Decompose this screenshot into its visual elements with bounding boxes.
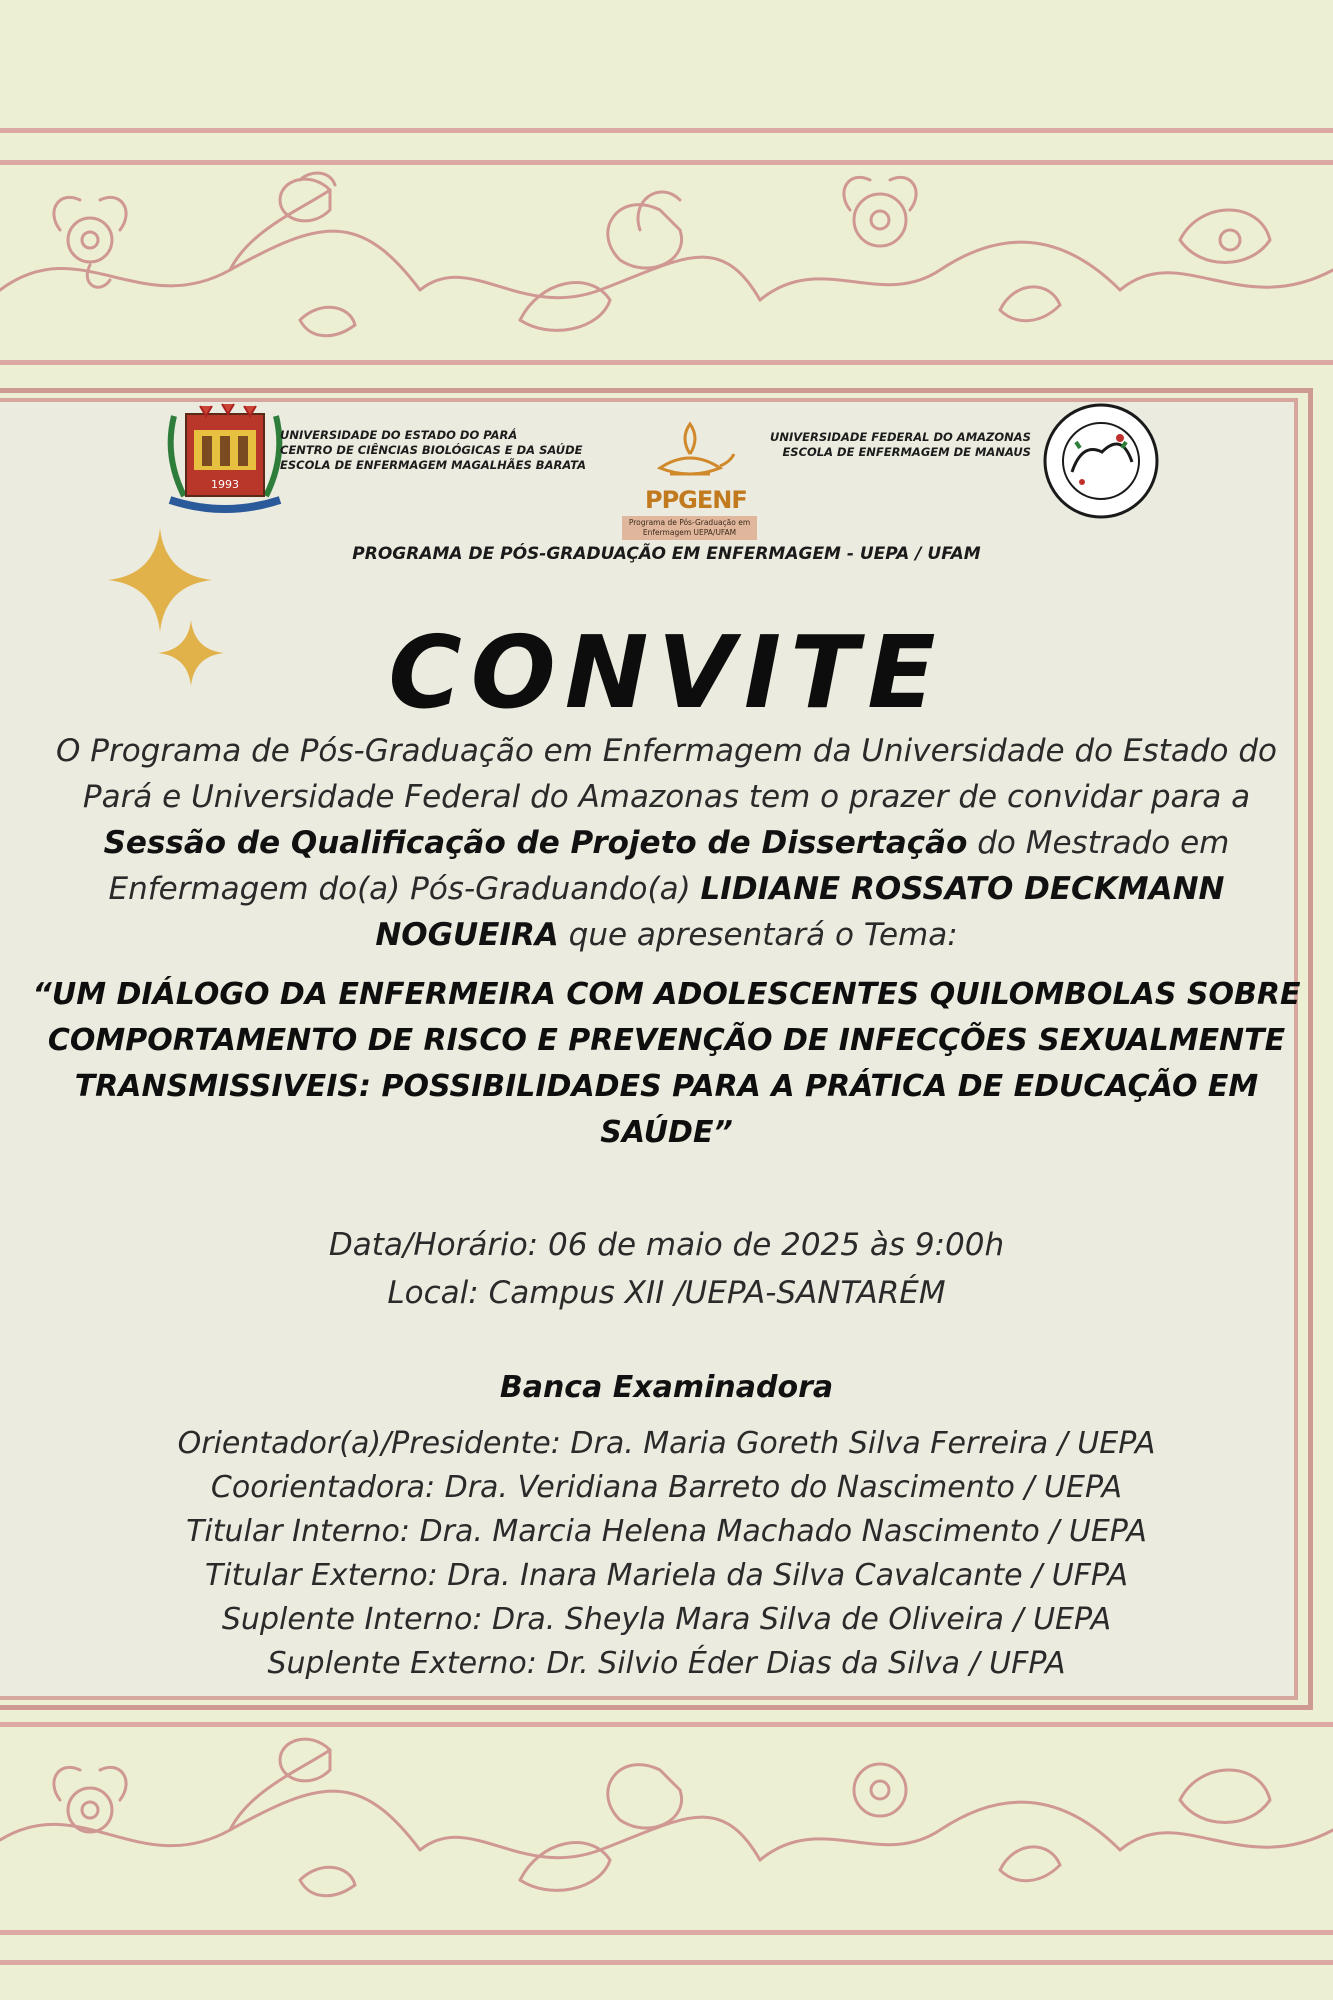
sparkle-icon	[108, 528, 212, 632]
ufam-header-text	[770, 430, 1031, 460]
banca-member: Orientador(a)/Presidente: Dra. Maria Goreth Silva Ferreira / UEPA	[177, 1426, 1156, 1461]
top-border-line	[0, 128, 1333, 133]
ufam-line: UNIVERSIDADE FEDERAL DO AMAZONAS	[770, 430, 1031, 444]
ufam-seal-logo	[1042, 402, 1160, 520]
bottom-border-line	[0, 1960, 1333, 1965]
floral-border-top	[0, 170, 1333, 360]
bottom-border-line	[0, 1722, 1333, 1727]
uepa-line: ESCOLA DE ENFERMAGEM MAGALHÃES BARATA	[280, 458, 586, 472]
ppgenf-logo-text: PPGENF	[645, 486, 747, 514]
ufam-line: ESCOLA DE ENFERMAGEM DE MANAUS	[782, 445, 1031, 459]
banca-member: Titular Externo: Dra. Inara Mariela da Silva Cavalcante / UFPA	[204, 1558, 1129, 1593]
session-name: Sessão de Qualificação de Projeto de Dissertação	[103, 825, 968, 861]
student-name: LIDIANE ROSSATO DECKMANN NOGUEIRA	[375, 871, 1225, 953]
banca-member: Coorientadora: Dra. Veridiana Barreto do Nascimento / UEPA	[210, 1470, 1123, 1505]
banca-member: Titular Interno: Dra. Marcia Helena Machado Nascimento / UEPA	[186, 1514, 1147, 1549]
uepa-line: UNIVERSIDADE DO ESTADO DO PARÁ	[280, 428, 518, 442]
banca-title: Banca Examinadora	[499, 1370, 834, 1405]
banca-member: Suplente Interno: Dra. Sheyla Mara Silva de Oliveira / UEPA	[221, 1602, 1112, 1637]
program-name: PROGRAMA DE PÓS-GRADUAÇÃO EM ENFERMAGEM - UEPA / UFAM	[352, 544, 981, 564]
floral-border-bottom	[0, 1730, 1333, 1920]
event-place: Local: Campus XII /UEPA-SANTARÉM	[387, 1275, 946, 1311]
intro-text: do Mestrado em Enfermagem do(a) Pós-Graduando(a)	[108, 825, 1230, 907]
uepa-crest-logo	[164, 396, 286, 516]
banca-members-list	[0, 1422, 1333, 1686]
intro-text: que apresentará o Tema:	[558, 917, 958, 953]
thesis-theme: “UM DIÁLOGO DA ENFERMEIRA COM ADOLESCENTES QUILOMBOLAS SOBRE COMPORTAMENTO DE RISCO E PREVENÇÃO DE INFECÇÕES SEXUALMENTE TRANSMISSIVEIS: POSSIBILIDADES PARA A PRÁTICA DE EDUCAÇÃO EM SAÚDE”	[32, 977, 1301, 1150]
ppgenf-lamp-icon	[640, 418, 740, 484]
top-border-line	[0, 360, 1333, 365]
intro-paragraph	[40, 728, 1293, 958]
invitation-title: CONVITE	[388, 614, 945, 731]
uepa-header-text	[280, 428, 586, 473]
top-border-line	[0, 160, 1333, 165]
event-date: Data/Horário: 06 de maio de 2025 às 9:00h	[328, 1227, 1005, 1263]
svg-text:1993: 1993	[211, 478, 239, 491]
intro-text: O Programa de Pós-Graduação em Enfermagem da Universidade do Estado do Pará e Universidade Federal do Amazonas tem o prazer de convidar para a	[56, 733, 1277, 815]
uepa-line: CENTRO DE CIÊNCIAS BIOLÓGICAS E DA SAÚDE	[280, 443, 583, 457]
banca-member: Suplente Externo: Dr. Silvio Éder Dias da Silva / UFPA	[267, 1646, 1066, 1681]
bottom-border-line	[0, 1930, 1333, 1935]
ppgenf-subtitle: Programa de Pós-Graduação em Enfermagem UEPA/UFAM	[622, 516, 757, 540]
